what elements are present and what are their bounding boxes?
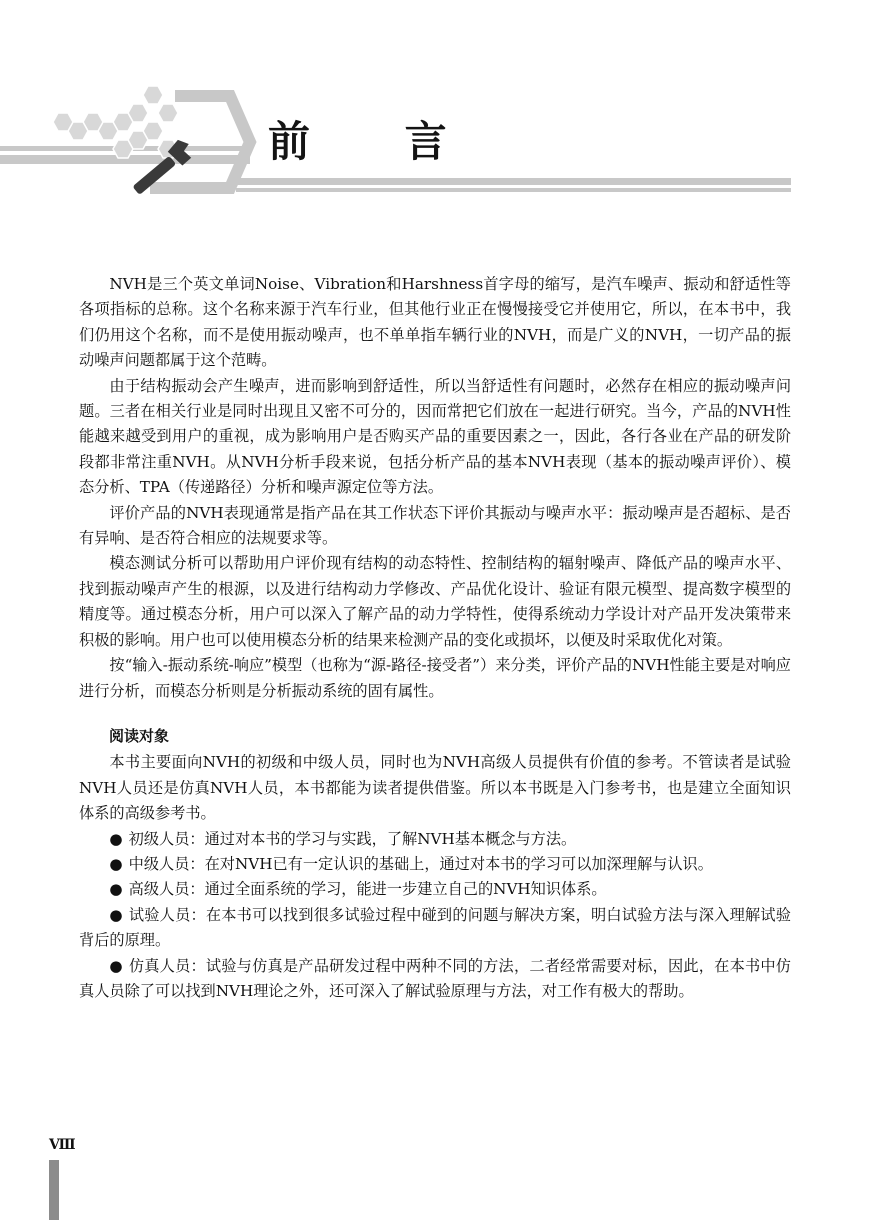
bullet-icon: ● [109,880,123,899]
bullet-item [79,827,791,852]
paragraph: 由于结构振动会产生噪声，进而影响到舒适性，所以当舒适性有问题时，必然存在相应的振动噪声问题。三者在相关行业是同时出现且又密不可分的，因而常把它们放在一起进行研究。当今，产品的NVH性能越来越受到用户的重视，成为影响用户是否购买产品的重要因素之一，因此，各行各业在产品的研发阶段都非常注重NVH。从NVH分析手段来说，包括分析产品的基本NVH表现（基本的振动噪声评价）、模态分析、TPA（传递路径）分析和噪声源定位等方法。 [79,376,791,497]
bullet-text: 试验人员：在本书可以找到很多试验过程中碰到的问题与解决方案，明白试验方法与深入理解试验背后的原理。 [79,905,791,950]
bullet-icon: ● [109,829,123,848]
bullet-icon: ● [109,905,123,924]
paragraph: 模态测试分析可以帮助用户评价现有结构的动态特性、控制结构的辐射噪声、降低产品的噪声水平、找到振动噪声产生的根源，以及进行结构动力学修改、产品优化设计、验证有限元模型、提高数字模型的精度等。通过模态分析，用户可以深入了解产品的动力学特性，使得系统动力学设计对产品开发决策带来积极的影响。用户也可以使用模态分析的结果来检测产品的变化或损坏，以便及时采取优化对策。 [79,554,791,649]
bullet-icon: ● [109,956,123,975]
paragraph: NVH是三个英文单词Noise、Vibration和Harshness首字母的缩写，是汽车噪声、振动和舒适性等各项指标的总称。这个名称来源于汽车行业，但其他行业正在慢慢接受它并使用它，所以，在本书中，我们仍用这个名称，而不是使用振动噪声，也不单单指车辆行业的NVH，而是广义的NVH，一切产品的振动噪声问题都属于这个范畴。 [79,275,791,370]
bullet-item [79,954,791,1005]
bullet-text: 高级人员：通过全面系统的学习，能进一步建立自己的NVH知识体系。 [128,880,607,899]
bullet-text: 初级人员：通过对本书的学习与实践，了解NVH基本概念与方法。 [128,829,577,848]
chapter-header [0,0,869,230]
section-intro: 本书主要面向NVH的初级和中级人员，同时也为NVH高级人员提供有价值的参考。不管读者是试验NVH人员还是仿真NVH人员，本书都能为读者提供借鉴。所以本书既是入门参考书，也是建立全面知识体系的高级参考书。 [79,753,791,823]
header-bar-right [236,178,791,185]
section-heading: 阅读对象 [109,726,170,745]
bullet-item [79,877,791,902]
bullet-item [79,852,791,877]
paragraph: 按“输入-振动系统-响应”模型（也称为“源-路径-接受者”）来分类，评价产品的NVH性能主要是对响应进行分析，而模态分析则是分析振动系统的固有属性。 [79,656,791,700]
bullet-item [79,903,791,954]
preface-body [79,272,791,1004]
paragraph: 评价产品的NVH表现通常是指产品在其工作状态下评价其振动与噪声水平：振动噪声是否超标、是否有异响、是否符合相应的法规要求等。 [79,503,791,548]
page-title: 前 言 [268,117,487,166]
header-bar-right-thin [236,188,791,192]
bullet-icon: ● [109,854,123,873]
bullet-text: 中级人员：在对NVH已有一定认识的基础上，通过对本书的学习可以加深理解与认识。 [128,854,713,873]
page-number: Ⅷ [49,1137,75,1153]
page-margin-bar [49,1160,59,1220]
bullet-text: 仿真人员：试验与仿真是产品研发过程中两种不同的方法，二者经常需要对标，因此，在本书中仿真人员除了可以找到NVH理论之外，还可深入了解试验原理与方法，对工作有极大的帮助。 [79,956,791,1000]
